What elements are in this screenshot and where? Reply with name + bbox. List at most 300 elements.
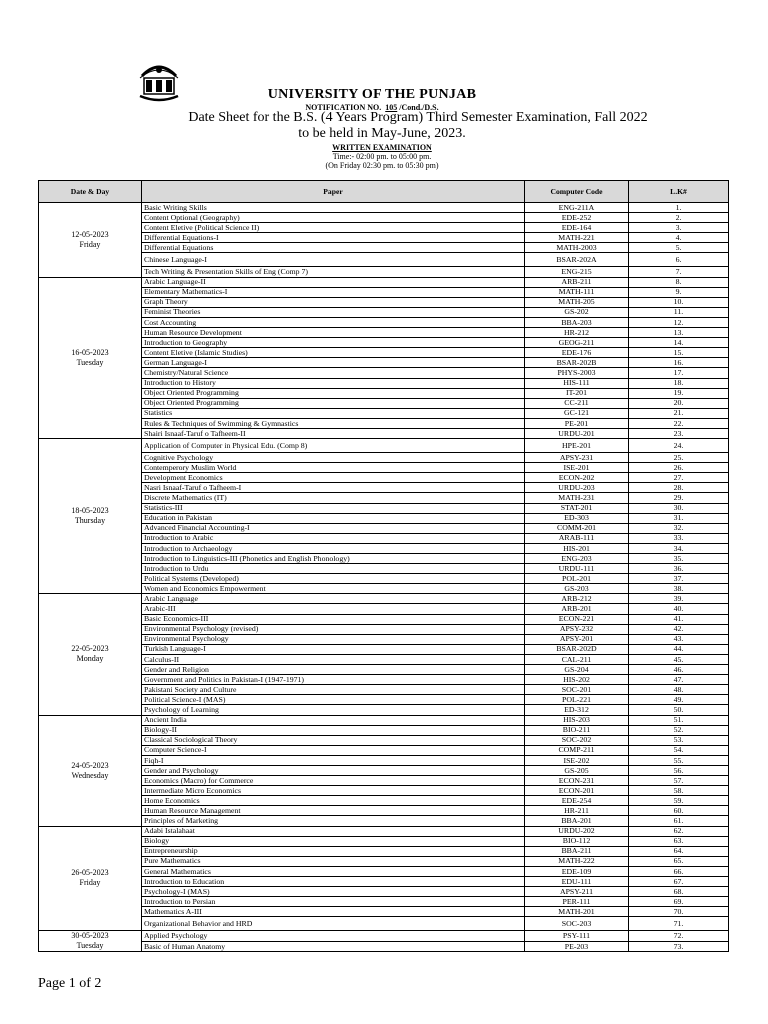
- paper-cell: Gender and Religion: [142, 665, 525, 675]
- table-row: [39, 705, 729, 715]
- table-header-row: [39, 181, 729, 203]
- paper-cell: Adabi Istalahaat: [142, 826, 525, 836]
- exam-day: Friday: [79, 878, 101, 888]
- code-cell: EDE-254: [525, 796, 629, 806]
- lk-cell: 12.: [629, 317, 729, 327]
- paper-cell: German Language-I: [142, 358, 525, 368]
- table-row: [39, 816, 729, 826]
- code-cell: URDU-203: [525, 483, 629, 493]
- code-cell: BIO-211: [525, 725, 629, 735]
- table-row: [39, 378, 729, 388]
- paper-cell: Differential Equations-I: [142, 233, 525, 243]
- paper-cell: Introduction to Arabic: [142, 533, 525, 543]
- code-cell: GC-121: [525, 408, 629, 418]
- code-cell: GS-205: [525, 765, 629, 775]
- table-row: [39, 428, 729, 438]
- code-cell: ED-303: [525, 513, 629, 523]
- code-cell: POL-201: [525, 574, 629, 584]
- table-row: [39, 328, 729, 338]
- paper-cell: Statistics-III: [142, 503, 525, 513]
- table-row: [39, 695, 729, 705]
- paper-cell: Basic of Human Anatomy: [142, 941, 525, 952]
- paper-cell: Education in Pakistan: [142, 513, 525, 523]
- lk-cell: 11.: [629, 307, 729, 317]
- lk-cell: 50.: [629, 705, 729, 715]
- table-row: [39, 675, 729, 685]
- lk-cell: 21.: [629, 408, 729, 418]
- exam-date: 18-05-2023: [71, 506, 109, 516]
- paper-cell: Human Resource Development: [142, 328, 525, 338]
- code-cell: SOC-203: [525, 917, 629, 931]
- code-cell: HR-211: [525, 806, 629, 816]
- datesheet-title: Date Sheet for the B.S. (4 Years Program) Third Semester Examination, Fall 2022: [188, 110, 648, 125]
- date-day-cell: [39, 439, 142, 594]
- code-cell: ARB-212: [525, 594, 629, 604]
- table-row: [39, 267, 729, 277]
- lk-cell: 13.: [629, 328, 729, 338]
- lk-cell: 34.: [629, 543, 729, 553]
- code-cell: EDU-111: [525, 877, 629, 887]
- paper-cell: Human Resource Management: [142, 806, 525, 816]
- paper-cell: Application of Computer in Physical Edu. (Comp 8): [142, 439, 525, 453]
- lk-cell: 67.: [629, 877, 729, 887]
- table-row: [39, 439, 729, 453]
- code-cell: MATH-2003: [525, 243, 629, 253]
- lk-cell: 73.: [629, 941, 729, 952]
- paper-cell: Introduction to Linguistics-III (Phonetics and English Phonology): [142, 554, 525, 564]
- code-cell: MATH-205: [525, 297, 629, 307]
- lk-cell: 25.: [629, 453, 729, 463]
- code-cell: PER-111: [525, 897, 629, 907]
- code-cell: ENG-203: [525, 554, 629, 564]
- lk-cell: 72.: [629, 931, 729, 942]
- table-row: [39, 287, 729, 297]
- code-cell: STAT-201: [525, 503, 629, 513]
- paper-cell: Applied Psychology: [142, 931, 525, 942]
- date-day-cell: [39, 203, 142, 278]
- lk-cell: 62.: [629, 826, 729, 836]
- lk-cell: 22.: [629, 418, 729, 428]
- lk-cell: 46.: [629, 665, 729, 675]
- paper-cell: Statistics: [142, 408, 525, 418]
- code-cell: BSAR-202A: [525, 253, 629, 267]
- code-cell: ARAB-111: [525, 533, 629, 543]
- code-cell: BBA-211: [525, 846, 629, 856]
- table-row: [39, 368, 729, 378]
- code-cell: APSY-232: [525, 624, 629, 634]
- lk-cell: 56.: [629, 765, 729, 775]
- table-row: [39, 897, 729, 907]
- table-row: [39, 786, 729, 796]
- notification-suffix: /Cond./D.S.: [399, 103, 439, 112]
- lk-cell: 36.: [629, 564, 729, 574]
- table-row: [39, 297, 729, 307]
- lk-cell: 69.: [629, 897, 729, 907]
- lk-cell: 28.: [629, 483, 729, 493]
- paper-cell: Introduction to Persian: [142, 897, 525, 907]
- code-cell: GEOG-211: [525, 338, 629, 348]
- table-row: [39, 877, 729, 887]
- table-row: [39, 846, 729, 856]
- code-cell: EDE-164: [525, 223, 629, 233]
- lk-cell: 23.: [629, 428, 729, 438]
- paper-cell: Shairi Isnaaf-Taruf o Tafheem-II: [142, 428, 525, 438]
- code-cell: ECON-201: [525, 786, 629, 796]
- paper-cell: Economics (Macro) for Commerce: [142, 776, 525, 786]
- paper-cell: Object Oriented Programming: [142, 388, 525, 398]
- code-cell: GS-202: [525, 307, 629, 317]
- exam-day: Friday: [79, 239, 101, 249]
- datesheet-table: [38, 180, 729, 952]
- code-cell: COMP-211: [525, 745, 629, 755]
- paper-cell: Organizational Behavior and HRD: [142, 917, 525, 931]
- table-row: [39, 887, 729, 897]
- lk-cell: 8.: [629, 277, 729, 287]
- code-cell: BBA-203: [525, 317, 629, 327]
- code-cell: HPE-201: [525, 439, 629, 453]
- date-day-cell: [39, 826, 142, 931]
- exam-day: Wednesday: [71, 770, 109, 780]
- code-cell: PE-203: [525, 941, 629, 952]
- table-row: [39, 233, 729, 243]
- table-row: [39, 735, 729, 745]
- paper-cell: Environmental Psychology: [142, 634, 525, 644]
- code-cell: MATH-111: [525, 287, 629, 297]
- paper-cell: Elementary Mathematics-I: [142, 287, 525, 297]
- paper-cell: Gender and Psychology: [142, 765, 525, 775]
- code-cell: ED-312: [525, 705, 629, 715]
- code-cell: ISE-202: [525, 755, 629, 765]
- university-name: UNIVERSITY OF THE PUNJAB: [267, 87, 477, 102]
- table-row: [39, 493, 729, 503]
- paper-cell: Biology: [142, 836, 525, 846]
- table-row: [39, 685, 729, 695]
- code-cell: URDU-202: [525, 826, 629, 836]
- code-cell: EDE-109: [525, 866, 629, 876]
- code-cell: HIS-201: [525, 543, 629, 553]
- lk-cell: 63.: [629, 836, 729, 846]
- lk-cell: 19.: [629, 388, 729, 398]
- paper-cell: Psychology of Learning: [142, 705, 525, 715]
- lk-cell: 20.: [629, 398, 729, 408]
- exam-time: Time:- 02:00 pm. to 05:00 pm.: [332, 152, 432, 161]
- exam-date: 26-05-2023: [71, 868, 109, 878]
- paper-cell: Ancient India: [142, 715, 525, 725]
- code-cell: SOC-201: [525, 685, 629, 695]
- paper-cell: Rules & Techniques of Swimming & Gymnastics: [142, 418, 525, 428]
- code-cell: GS-203: [525, 584, 629, 594]
- code-cell: HIS-202: [525, 675, 629, 685]
- code-cell: MATH-222: [525, 856, 629, 866]
- paper-cell: Calculus-II: [142, 654, 525, 664]
- lk-cell: 30.: [629, 503, 729, 513]
- code-cell: EDE-252: [525, 213, 629, 223]
- code-cell: MATH-231: [525, 493, 629, 503]
- lk-cell: 53.: [629, 735, 729, 745]
- datesheet-subtitle: to be held in May-June, 2023.: [298, 126, 466, 141]
- paper-cell: Mathematics A-III: [142, 907, 525, 917]
- table-row: [39, 543, 729, 553]
- table-row: [39, 836, 729, 846]
- lk-cell: 3.: [629, 223, 729, 233]
- paper-cell: Differential Equations: [142, 243, 525, 253]
- code-cell: ARB-201: [525, 604, 629, 614]
- table-row: [39, 317, 729, 327]
- lk-cell: 42.: [629, 624, 729, 634]
- table-row: [39, 243, 729, 253]
- exam-date: 12-05-2023: [71, 229, 109, 239]
- lk-cell: 29.: [629, 493, 729, 503]
- exam-date: 30-05-2023: [71, 931, 109, 941]
- lk-cell: 18.: [629, 378, 729, 388]
- code-cell: POL-221: [525, 695, 629, 705]
- paper-cell: Government and Politics in Pakistan-I (1947-1971): [142, 675, 525, 685]
- code-cell: HR-212: [525, 328, 629, 338]
- code-cell: MATH-201: [525, 907, 629, 917]
- lk-cell: 54.: [629, 745, 729, 755]
- paper-cell: Basic Writing Skills: [142, 203, 525, 213]
- lk-cell: 24.: [629, 439, 729, 453]
- paper-cell: Content Eletive (Islamic Studies): [142, 348, 525, 358]
- paper-cell: Biology-II: [142, 725, 525, 735]
- table-row: [39, 358, 729, 368]
- paper-cell: Nasri Isnaaf-Taruf o Tafheem-I: [142, 483, 525, 493]
- paper-cell: General Mathematics: [142, 866, 525, 876]
- code-cell: ECON-202: [525, 473, 629, 483]
- table-row: [39, 776, 729, 786]
- lk-cell: 14.: [629, 338, 729, 348]
- table-row: [39, 941, 729, 952]
- paper-cell: Cost Accounting: [142, 317, 525, 327]
- table-row: [39, 624, 729, 634]
- lk-cell: 49.: [629, 695, 729, 705]
- table-row: [39, 513, 729, 523]
- table-row: [39, 554, 729, 564]
- code-cell: PE-201: [525, 418, 629, 428]
- table-row: [39, 594, 729, 604]
- code-cell: CAL-211: [525, 654, 629, 664]
- notification-prefix: NOTIFICATION NO.: [305, 103, 382, 112]
- table-row: [39, 654, 729, 664]
- code-cell: HIS-203: [525, 715, 629, 725]
- lk-cell: 71.: [629, 917, 729, 931]
- lk-cell: 9.: [629, 287, 729, 297]
- exam-type: WRITTEN EXAMINATION: [332, 143, 432, 152]
- exam-day: Monday: [76, 654, 104, 664]
- code-cell: COMM-201: [525, 523, 629, 533]
- lk-cell: 2.: [629, 213, 729, 223]
- table-row: [39, 644, 729, 654]
- lk-cell: 64.: [629, 846, 729, 856]
- paper-cell: Object Oriented Programming: [142, 398, 525, 408]
- lk-cell: 32.: [629, 523, 729, 533]
- paper-cell: Fiqh-I: [142, 755, 525, 765]
- paper-cell: Content Optional (Geography): [142, 213, 525, 223]
- lk-cell: 7.: [629, 267, 729, 277]
- paper-cell: Introduction to Education: [142, 877, 525, 887]
- lk-cell: 37.: [629, 574, 729, 584]
- table-row: [39, 203, 729, 213]
- table-row: [39, 523, 729, 533]
- paper-cell: Entrepreneurship: [142, 846, 525, 856]
- lk-cell: 40.: [629, 604, 729, 614]
- code-cell: ECON-221: [525, 614, 629, 624]
- code-cell: BBA-201: [525, 816, 629, 826]
- table-row: [39, 614, 729, 624]
- paper-cell: Graph Theory: [142, 297, 525, 307]
- lk-cell: 39.: [629, 594, 729, 604]
- table-row: [39, 634, 729, 644]
- paper-cell: Political Science-I (MAS): [142, 695, 525, 705]
- code-cell: ECON-231: [525, 776, 629, 786]
- date-day-cell: [39, 931, 142, 952]
- lk-cell: 68.: [629, 887, 729, 897]
- paper-cell: Introduction to Geography: [142, 338, 525, 348]
- paper-cell: Introduction to Archaeology: [142, 543, 525, 553]
- table-row: [39, 856, 729, 866]
- notification-number: 105: [385, 103, 398, 112]
- exam-date: 16-05-2023: [71, 347, 109, 357]
- exam-day: Tuesday: [76, 357, 104, 367]
- lk-cell: 6.: [629, 253, 729, 267]
- paper-cell: Content Eletive (Political Science II): [142, 223, 525, 233]
- paper-cell: Tech Writing & Presentation Skills of Eng (Comp 7): [142, 267, 525, 277]
- table-row: [39, 917, 729, 931]
- date-day-cell: [39, 277, 142, 439]
- exam-day: Tuesday: [76, 941, 104, 951]
- paper-cell: Computer Science-I: [142, 745, 525, 755]
- code-cell: ISE-201: [525, 463, 629, 473]
- lk-cell: 27.: [629, 473, 729, 483]
- lk-cell: 16.: [629, 358, 729, 368]
- lk-cell: 17.: [629, 368, 729, 378]
- lk-cell: 58.: [629, 786, 729, 796]
- friday-time: (On Friday 02:30 pm. to 05:30 pm): [325, 161, 439, 170]
- paper-cell: Development Economics: [142, 473, 525, 483]
- paper-cell: Turkish Language-I: [142, 644, 525, 654]
- paper-cell: Classical Sociological Theory: [142, 735, 525, 745]
- paper-cell: Principles of Marketing: [142, 816, 525, 826]
- code-cell: ARB-211: [525, 277, 629, 287]
- paper-cell: Arabic-III: [142, 604, 525, 614]
- code-cell: URDU-201: [525, 428, 629, 438]
- datesheet-body: [39, 203, 729, 952]
- code-cell: BSAR-202B: [525, 358, 629, 368]
- lk-cell: 57.: [629, 776, 729, 786]
- paper-cell: Arabic Language-II: [142, 277, 525, 287]
- table-row: [39, 665, 729, 675]
- table-row: [39, 604, 729, 614]
- paper-cell: Advanced Financial Accounting-I: [142, 523, 525, 533]
- table-row: [39, 223, 729, 233]
- table-row: [39, 418, 729, 428]
- table-row: [39, 483, 729, 493]
- table-row: [39, 398, 729, 408]
- code-cell: APSY-201: [525, 634, 629, 644]
- paper-cell: Introduction to Urdu: [142, 564, 525, 574]
- lk-cell: 5.: [629, 243, 729, 253]
- code-cell: ENG-215: [525, 267, 629, 277]
- table-row: [39, 796, 729, 806]
- code-cell: EDE-176: [525, 348, 629, 358]
- table-row: [39, 765, 729, 775]
- table-row: [39, 453, 729, 463]
- code-cell: BIO-112: [525, 836, 629, 846]
- table-row: [39, 408, 729, 418]
- lk-cell: 43.: [629, 634, 729, 644]
- lk-cell: 47.: [629, 675, 729, 685]
- code-cell: SOC-202: [525, 735, 629, 745]
- lk-cell: 51.: [629, 715, 729, 725]
- lk-cell: 41.: [629, 614, 729, 624]
- table-row: [39, 564, 729, 574]
- table-row: [39, 388, 729, 398]
- paper-cell: Discrete Mathematics (IT): [142, 493, 525, 503]
- table-row: [39, 907, 729, 917]
- paper-cell: Feminist Theories: [142, 307, 525, 317]
- paper-cell: Chemistry/Natural Science: [142, 368, 525, 378]
- lk-cell: 4.: [629, 233, 729, 243]
- lk-cell: 1.: [629, 203, 729, 213]
- lk-cell: 59.: [629, 796, 729, 806]
- date-day-cell: [39, 715, 142, 826]
- lk-cell: 55.: [629, 755, 729, 765]
- exam-date: 22-05-2023: [71, 644, 109, 654]
- table-row: [39, 866, 729, 876]
- code-cell: URDU-111: [525, 564, 629, 574]
- lk-cell: 66.: [629, 866, 729, 876]
- lk-cell: 60.: [629, 806, 729, 816]
- lk-cell: 44.: [629, 644, 729, 654]
- code-cell: MATH-221: [525, 233, 629, 243]
- lk-cell: 26.: [629, 463, 729, 473]
- lk-cell: 61.: [629, 816, 729, 826]
- table-row: [39, 338, 729, 348]
- table-row: [39, 745, 729, 755]
- lk-cell: 35.: [629, 554, 729, 564]
- paper-cell: Contemperory Muslim World: [142, 463, 525, 473]
- paper-cell: Political Systems (Developed): [142, 574, 525, 584]
- paper-cell: Cognitive Psychology: [142, 453, 525, 463]
- lk-cell: 45.: [629, 654, 729, 664]
- lk-cell: 52.: [629, 725, 729, 735]
- code-cell: HIS-111: [525, 378, 629, 388]
- code-cell: ENG-211A: [525, 203, 629, 213]
- table-row: [39, 755, 729, 765]
- table-row: [39, 213, 729, 223]
- code-cell: PHYS-2003: [525, 368, 629, 378]
- table-row: [39, 503, 729, 513]
- code-cell: IT-201: [525, 388, 629, 398]
- page-number: Page 1 of 2: [38, 976, 102, 991]
- table-row: [39, 725, 729, 735]
- table-row: [39, 533, 729, 543]
- paper-cell: Psychology-I (MAS): [142, 887, 525, 897]
- lk-cell: 10.: [629, 297, 729, 307]
- table-row: [39, 715, 729, 725]
- table-row: [39, 348, 729, 358]
- lk-cell: 31.: [629, 513, 729, 523]
- lk-cell: 70.: [629, 907, 729, 917]
- exam-date: 24-05-2023: [71, 760, 109, 770]
- paper-cell: Basic Economics-III: [142, 614, 525, 624]
- table-row: [39, 806, 729, 816]
- table-row: [39, 574, 729, 584]
- column-header-paper: Paper: [142, 181, 525, 203]
- paper-cell: Introduction to History: [142, 378, 525, 388]
- paper-cell: Home Economics: [142, 796, 525, 806]
- table-row: [39, 277, 729, 287]
